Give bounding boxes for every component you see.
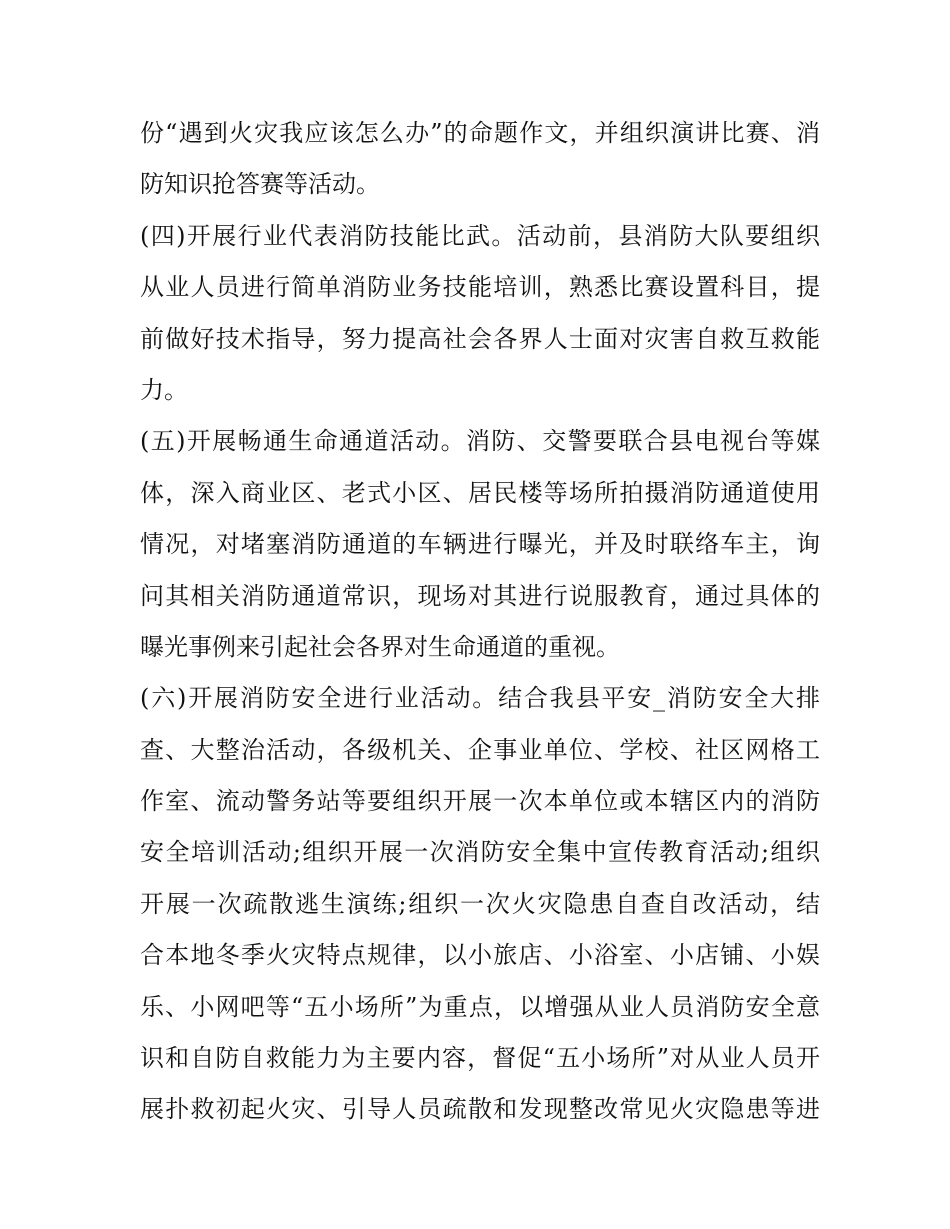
text-line: 情况，对堵塞消防通道的车辆进行曝光，并及时联络车主，询 xyxy=(140,530,820,559)
text-line: 力。 xyxy=(140,375,188,404)
text-line: 防知识抢答赛等活动。 xyxy=(140,170,380,199)
text-line: 作室、流动警务站等要组织开展一次本单位或本辖区内的消防 xyxy=(140,787,820,816)
text-line: 份“遇到火灾我应该怎么办”的命题作文，并组织演讲比赛、消 xyxy=(140,119,820,147)
text-line: 展扑救初起火灾、引导人员疏散和发现整改常见火灾隐患等进 xyxy=(140,1095,820,1124)
document-body xyxy=(140,108,820,1136)
text-line: (五)开展畅通生命通道活动。消防、交警要联合县电视台等媒 xyxy=(140,427,820,456)
text-line: 安全培训活动;组织开展一次消防安全集中宣传教育活动;组织 xyxy=(140,838,820,867)
text-line: 体，深入商业区、老式小区、居民楼等场所拍摄消防通道使用 xyxy=(140,478,820,507)
text-line: 识和自防自救能力为主要内容，督促“五小场所”对从业人员开 xyxy=(140,1044,820,1073)
text-line: 曝光事例来引起社会各界对生命通道的重视。 xyxy=(140,632,620,661)
text-line: (六)开展消防安全进行业活动。结合我县平安_消防安全大排 xyxy=(140,684,820,713)
text-line: 从业人员进行简单消防业务技能培训，熟悉比赛设置科目，提 xyxy=(140,273,820,302)
text-line: (四)开展行业代表消防技能比武。活动前，县消防大队要组织 xyxy=(140,221,820,250)
text-line: 合本地冬季火灾特点规律，以小旅店、小浴室、小店铺、小娱 xyxy=(140,941,820,970)
text-line: 查、大整治活动，各级机关、企事业单位、学校、社区网格工 xyxy=(140,735,820,764)
text-line: 开展一次疏散逃生演练;组织一次火灾隐患自查自改活动，结 xyxy=(140,889,820,918)
text-line: 乐、小网吧等“五小场所”为重点，以增强从业人员消防安全意 xyxy=(140,992,820,1021)
text-line: 问其相关消防通道常识，现场对其进行说服教育，通过具体的 xyxy=(140,581,820,610)
text-line: 前做好技术指导，努力提高社会各界人士面对灾害自救互救能 xyxy=(140,324,820,353)
